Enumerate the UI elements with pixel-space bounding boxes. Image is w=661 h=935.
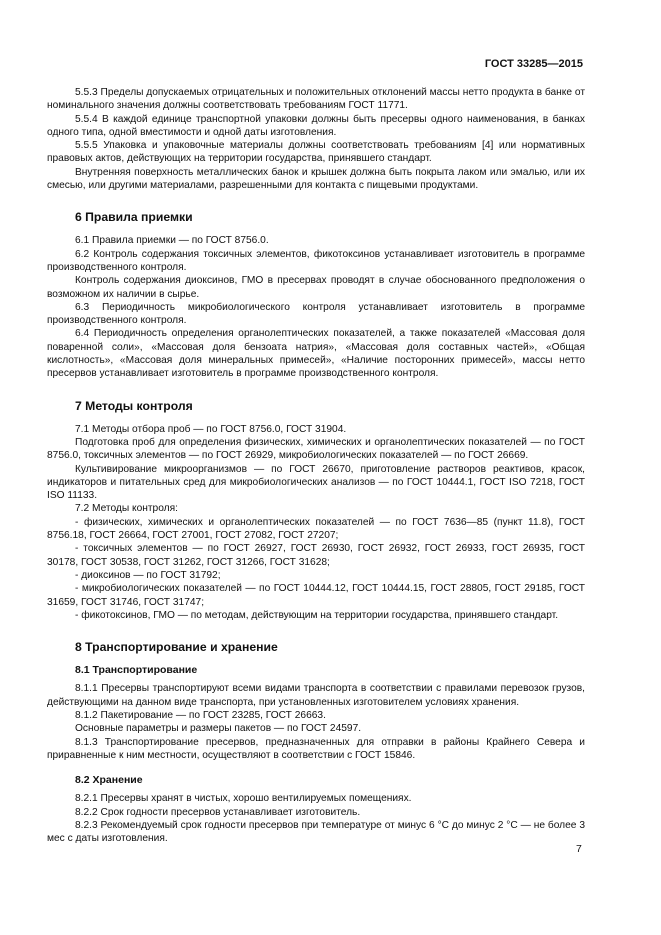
paragraph: 7.1 Методы отбора проб — по ГОСТ 8756.0, ГОСТ 31904. (75, 423, 347, 435)
list-item: - фикотоксинов, ГМО — по методам, действующим на территории государства, принявшего стандарт. (75, 609, 559, 621)
list-item: - диоксинов — по ГОСТ 31792; (75, 569, 221, 581)
document-header-id: ГОСТ 33285—2015 (484, 58, 583, 70)
paragraph: 6.2 Контроль содержания токсичных элементов, фикотоксинов устанавливает изготовитель в программе производственного контроля. (47, 248, 585, 273)
paragraph: 6.1 Правила приемки — по ГОСТ 8756.0. (75, 235, 269, 247)
paragraph: Контроль содержания диоксинов, ГМО в пресервах проводят в случае обоснованного предположения о возможном их наличии в сырье. (47, 275, 585, 300)
paragraph: 5.5.3 Пределы допускаемых отрицательных и положительных отклонений массы нетто продукта в банке от номинального значения должны соответствовать требованиям ГОСТ 11771. (47, 87, 585, 112)
page-number: 7 (576, 843, 582, 855)
section-heading: 7 Методы контроля (75, 398, 193, 413)
paragraph: 5.5.4 В каждой единице транспортной упаковки должны быть пресервы одного наименования, в банках одного типа, одной вместимости и одной даты изготовления. (47, 113, 585, 138)
paragraph: 8.2.3 Рекомендуемый срок годности пресервов при температуре от минус 6 °С до минус 2 °С — не более 3 мес с даты изготовления. (47, 820, 585, 845)
paragraph: Основные параметры и размеры пакетов — по ГОСТ 24597. (75, 723, 362, 735)
paragraph: Подготовка проб для определения физических, химических и органолептических показателей — по ГОСТ 8756.0, токсичных элементов — по ГОСТ 26929, микробиологических показателей — по ГОСТ 26669. (47, 436, 585, 462)
paragraph: 8.2.1 Пресервы хранят в чистых, хорошо вентилируемых помещениях. (75, 793, 412, 805)
list-item: - токсичных элементов — по ГОСТ 26927, ГОСТ 26930, ГОСТ 26932, ГОСТ 26933, ГОСТ 26935, ГОСТ 30178, ГОСТ 30538, ГОСТ 31262, ГОСТ 31266, ГОСТ 31628; (47, 543, 585, 568)
section-heading: 6 Правила приемки (75, 210, 193, 225)
paragraph: Внутренняя поверхность металлических банок и крышек должна быть покрыта лаком или эмалью, или их смесью, или другими материалами, разрешенными для контакта с пищевыми продуктами. (47, 166, 585, 192)
list-item: - физических, химических и органолептических показателей — по ГОСТ 7636—85 (пункт 11.8), ГОСТ 8756.18, ГОСТ 26664, ГОСТ 27001, ГОСТ 27082, ГОСТ 27207; (47, 516, 585, 542)
paragraph: 8.2.2 Срок годности пресервов устанавливает изготовитель. (75, 806, 361, 818)
paragraph: 7.2 Методы контроля: (75, 503, 178, 515)
paragraph: 6.4 Периодичность определения органолептических показателей, а также показателей «Массовая доля поваренной соли», «Массовая доля бензоата натрия», «Массовая доля составных частей», «Общая кислотность», «Массовая доля минеральных примесей», «Наличие посторонних примесей», массы нетто пресервов устанавливает изготовитель в программе производственного контроля. (47, 328, 585, 380)
paragraph: 6.3 Периодичность микробиологического контроля устанавливает изготовитель в программе производственного контроля. (47, 301, 585, 327)
subsection-heading: 8.1 Транспортирование (75, 664, 198, 677)
paragraph: 8.1.2 Пакетирование — по ГОСТ 23285, ГОСТ 26663. (75, 709, 326, 721)
paragraph: 5.5.5 Упаковка и упаковочные материалы должны соответствовать требованиям [4] или нормативных правовых актов, действующих на территории государства, принявшего стандарт. (47, 140, 585, 165)
list-item: - микробиологических показателей — по ГОСТ 10444.12, ГОСТ 10444.15, ГОСТ 28805, ГОСТ 29185, ГОСТ 31659, ГОСТ 31746, ГОСТ 31747; (47, 583, 585, 608)
document-body (47, 86, 585, 846)
subsection-heading: 8.2 Хранение (75, 774, 143, 787)
paragraph: 8.1.3 Транспортирование пресервов, предназначенных для отправки в районы Крайнего Севера и приравненные к ним местности, осуществляют в соответствии с ГОСТ 15846. (47, 736, 585, 761)
paragraph: 8.1.1 Пресервы транспортируют всеми видами транспорта в соответствии с правилами перевозок грузов, действующими на данном виде транспорта, при установленных изготовителем условиях хранения. (47, 683, 585, 708)
section-heading: 8 Транспортирование и хранение (75, 640, 278, 655)
paragraph: Культивирование микроорганизмов — по ГОСТ 26670, приготовление растворов реактивов, красок, индикаторов и питательных сред для микробиологических анализов — по ГОСТ 10444.1, ГОСТ ISO 7218, ГОСТ ISO 11133. (47, 463, 585, 502)
